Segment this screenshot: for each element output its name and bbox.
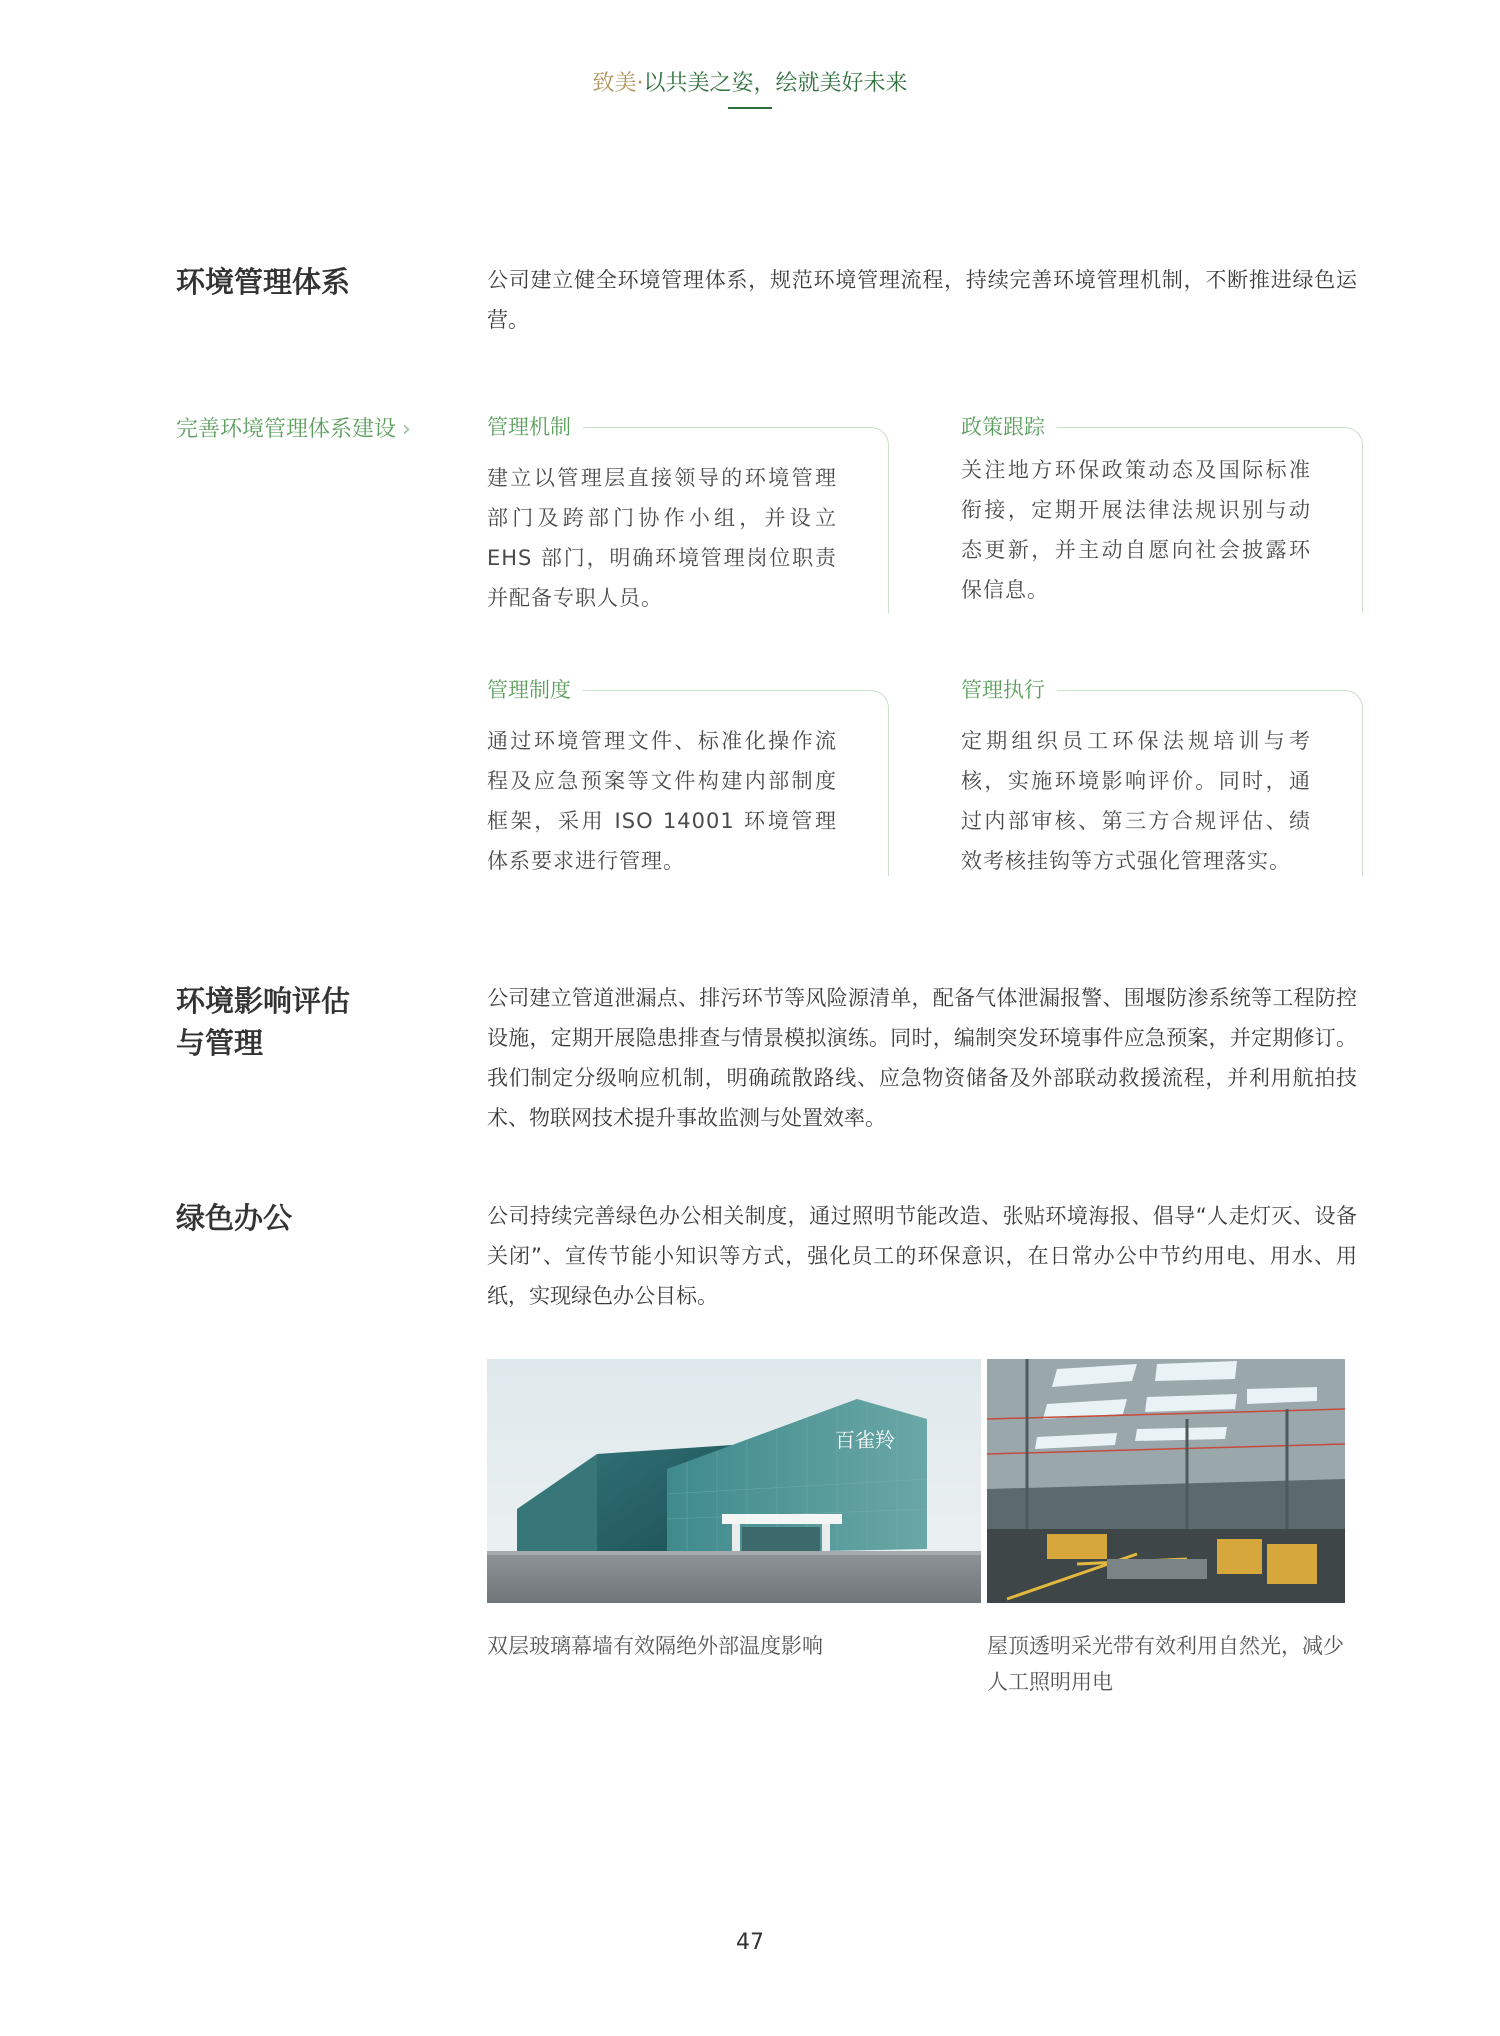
building-sign: 百雀羚 xyxy=(835,1428,895,1452)
card-text: 定期组织员工环保法规培训与考核，实施环境影响评价。同时，通过内部审核、第三方合规评估、绩效考核挂钩等方式强化管理落实。 xyxy=(961,729,1311,873)
page-header xyxy=(0,66,1500,97)
photo-caption-2: 屋顶透明采光带有效利用自然光，减少人工照明用电 xyxy=(987,1634,1344,1694)
card-text: 通过环境管理文件、标准化操作流程及应急预案等文件构建内部制度框架，采用 ISO 14001 环境管理体系要求进行管理。 xyxy=(487,729,837,873)
card-text: 建立以管理层直接领导的环境管理部门及跨部门协作小组，并设立 EHS 部门，明确环境管理岗位职责并配备专职人员。 xyxy=(487,466,837,610)
photo-glass-curtain-building xyxy=(487,1359,981,1603)
section-title-impact-line1: 环境影响评估 xyxy=(176,984,351,1018)
card-title: 管理机制 xyxy=(487,412,583,442)
card-title: 管理执行 xyxy=(961,675,1057,705)
header-divider xyxy=(728,107,772,109)
card-title: 政策跟踪 xyxy=(961,412,1057,442)
section-text-impact: 公司建立管道泄漏点、排污环节等风险源清单，配备气体泄漏报警、围堰防渗系统等工程防控设施，定期开展隐患排查与情景模拟演练。同时，编制突发环境事件应急预案，并定期修订。我们制定分级响应机制，明确疏散路线、应急物资储备及外部联动救援流程，并利用航拍技术、物联网技术提升事故监测与处置效率。 xyxy=(487,986,1357,1130)
section-text-env-system: 公司建立健全环境管理体系，规范环境管理流程，持续完善环境管理机制，不断推进绿色运营。 xyxy=(487,268,1357,332)
header-part2: 以共美之姿，绘就美好未来 xyxy=(643,71,908,96)
card-text: 关注地方环保政策动态及国际标准衔接，定期开展法律法规识别与动态更新，并主动自愿向社会披露环保信息。 xyxy=(961,458,1311,602)
sub-link-env-system-building[interactable] xyxy=(176,412,411,443)
page-number: 47 xyxy=(736,1930,764,1955)
sub-link-label: 完善环境管理体系建设 xyxy=(176,417,397,442)
photo-caption-1: 双层玻璃幕墙有效隔绝外部温度影响 xyxy=(487,1634,823,1658)
section-title-env-system: 环境管理体系 xyxy=(176,265,351,299)
section-text-green-office: 公司持续完善绿色办公相关制度，通过照明节能改造、张贴环境海报、倡导“人走灯灭、设备关闭”、宣传节能小知识等方式，强化员工的环保意识，在日常办公中节约用电、用水、用纸，实现绿色办公目标。 xyxy=(487,1204,1357,1308)
card-title: 管理制度 xyxy=(487,675,583,705)
chevron-right-icon: › xyxy=(402,417,411,442)
section-title-impact xyxy=(176,980,350,1064)
photo-factory-skylight xyxy=(987,1359,1345,1603)
header-part1: 致美· xyxy=(592,71,644,96)
section-title-impact-line2: 与管理 xyxy=(176,1026,264,1060)
section-title-green-office: 绿色办公 xyxy=(176,1201,293,1235)
